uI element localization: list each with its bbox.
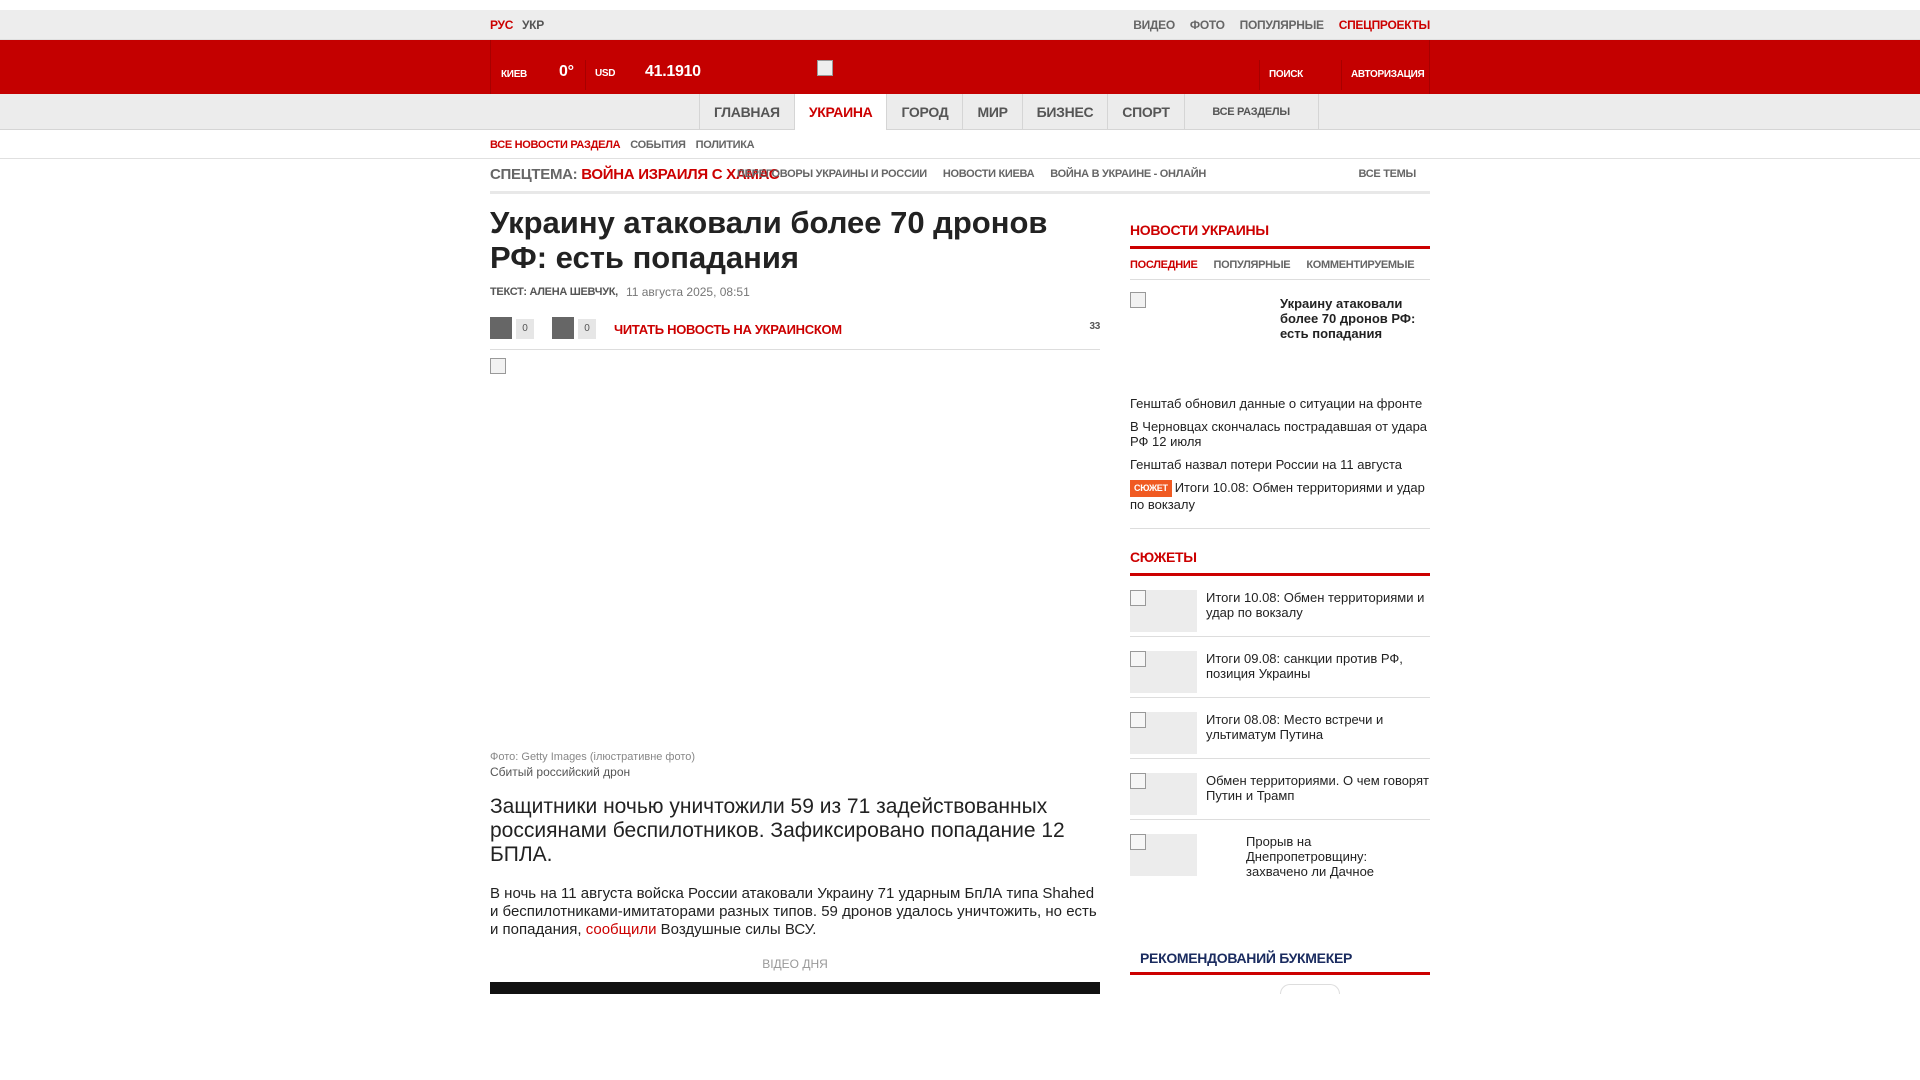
main-nav bbox=[0, 94, 1920, 130]
sidebar bbox=[1130, 222, 1430, 881]
source-link[interactable]: сообщили bbox=[585, 921, 657, 938]
top-bar bbox=[0, 10, 1920, 40]
currency-rate: 41.1910 bbox=[645, 63, 701, 80]
subnav-all-news[interactable]: ВСЕ НОВОСТИ РАЗДЕЛА bbox=[490, 139, 621, 151]
broken-image-icon bbox=[1130, 712, 1146, 728]
bookmaker-title: РЕКОМЕНДОВАНИЙ БУКМЕКЕР bbox=[1140, 950, 1353, 966]
paragraph-text: В ночь на 11 августа войска России атаковали Украину 71 ударным БпЛА типа Shahed и беспилотниками-имитаторами разных типов. 59 дронов удалось уничтожить, но есть и попадания, bbox=[490, 885, 1097, 938]
temperature: 0° bbox=[559, 63, 574, 80]
featured-news-title[interactable]: Украину атаковали более 70 дронов РФ: есть попадания bbox=[1280, 296, 1416, 341]
header-divider bbox=[1259, 60, 1260, 90]
topic-tags bbox=[737, 168, 1206, 180]
article-photo bbox=[490, 358, 1100, 743]
news-item[interactable]: Генштаб обновил данные о ситуации на фронте bbox=[1130, 396, 1423, 411]
popular-link[interactable]: ПОПУЛЯРНЫЕ bbox=[1239, 18, 1324, 32]
stories-title[interactable]: СЮЖЕТЫ bbox=[1130, 549, 1430, 576]
site-logo[interactable] bbox=[817, 60, 833, 76]
top-links bbox=[1133, 18, 1430, 32]
story-title[interactable]: Обмен территориями. О чем говорят Путин и Трамп bbox=[1206, 773, 1430, 803]
header-divider bbox=[1341, 60, 1342, 90]
story-badge: СЮЖЕТ bbox=[1130, 480, 1172, 497]
nav-city[interactable]: ГОРОД bbox=[887, 94, 963, 130]
article-title: Украину атаковали более 70 дронов РФ: есть попадания bbox=[490, 205, 1048, 275]
story-item[interactable] bbox=[1130, 698, 1430, 759]
byline bbox=[490, 285, 1100, 299]
tab-latest[interactable]: ПОСЛЕДНИЕ bbox=[1130, 259, 1198, 271]
lang-ua-link[interactable]: УКР bbox=[522, 18, 544, 32]
photo-link[interactable]: ФОТО bbox=[1189, 18, 1225, 32]
search-button[interactable]: ПОИСК bbox=[1269, 69, 1303, 80]
special-topic-label: СПЕЦТЕМА: bbox=[490, 166, 578, 183]
special-topic-bar bbox=[490, 160, 1430, 194]
publish-date: 11 августа 2025, 08:51 bbox=[625, 285, 750, 299]
sub-nav-items bbox=[490, 139, 754, 151]
story-title[interactable]: Итоги 08.08: Место встречи и ультиматум Путина bbox=[1206, 712, 1384, 742]
article bbox=[490, 205, 1100, 971]
city-label[interactable]: КИЕВ bbox=[501, 69, 527, 80]
bookmaker-button[interactable] bbox=[1280, 984, 1340, 994]
share-bar bbox=[490, 317, 1100, 350]
header-bar bbox=[0, 40, 1920, 94]
broken-image-icon bbox=[1130, 590, 1146, 606]
broken-image-icon bbox=[490, 358, 506, 374]
subnav-events[interactable]: СОБЫТИЯ bbox=[630, 139, 686, 151]
news-item-text: Итоги 10.08: Обмен территориями и удар по вокзалу bbox=[1130, 480, 1425, 512]
nav-home[interactable]: ГЛАВНАЯ bbox=[699, 94, 795, 130]
all-topics-link[interactable]: ВСЕ ТЕМЫ bbox=[1358, 168, 1416, 180]
story-thumbnail bbox=[1130, 590, 1197, 632]
story-thumbnail bbox=[1130, 651, 1197, 693]
story-title[interactable]: Итоги 10.08: Обмен территориями и удар по вокзалу bbox=[1206, 590, 1425, 620]
broken-image-icon bbox=[1130, 773, 1146, 789]
video-player[interactable] bbox=[490, 982, 1100, 994]
special-projects-link[interactable]: СПЕЦПРОЕКТЫ bbox=[1338, 18, 1430, 32]
top-bar-inner bbox=[490, 10, 1430, 40]
header-divider bbox=[585, 60, 586, 90]
nav-sport[interactable]: СПОРТ bbox=[1108, 94, 1184, 130]
divider bbox=[1130, 528, 1430, 529]
photo-caption: Сбитый российский дрон bbox=[490, 765, 631, 779]
lang-ru-link[interactable]: РУС bbox=[490, 18, 514, 32]
story-item[interactable] bbox=[1130, 637, 1430, 698]
main-nav-items bbox=[699, 94, 1319, 130]
special-topic-link[interactable]: ВОЙНА ИЗРАИЛЯ С ХАМАС bbox=[581, 166, 780, 183]
broken-image-icon bbox=[1130, 292, 1146, 308]
broken-image-icon bbox=[1130, 651, 1146, 667]
auth-button[interactable]: АВТОРИЗАЦИЯ bbox=[1351, 69, 1425, 80]
article-paragraph bbox=[490, 885, 1100, 939]
story-thumbnail bbox=[1130, 773, 1197, 815]
currency-label: USD bbox=[595, 68, 616, 79]
share-facebook-icon[interactable] bbox=[490, 317, 512, 339]
story-item[interactable] bbox=[1130, 576, 1430, 637]
sub-nav bbox=[0, 131, 1920, 159]
story-item[interactable] bbox=[1130, 759, 1430, 820]
nav-ukraine[interactable]: УКРАИНА bbox=[795, 94, 888, 130]
story-title[interactable]: Итоги 09.08: санкции против РФ, позиция Украины bbox=[1206, 651, 1403, 681]
featured-news[interactable] bbox=[1130, 292, 1430, 392]
video-of-day-label: ВІДЕО ДНЯ bbox=[762, 957, 828, 971]
nav-all-sections[interactable]: ВСЕ РАЗДЕЛЫ bbox=[1185, 94, 1319, 130]
news-item[interactable]: В Черновцах скончалась пострадавшая от удара РФ 12 июля bbox=[1130, 419, 1428, 449]
news-tabs bbox=[1130, 259, 1430, 280]
read-in-ukrainian-link[interactable]: ЧИТАТЬ НОВОСТЬ НА УКРАИНСКОМ bbox=[614, 322, 842, 337]
tab-popular[interactable]: ПОПУЛЯРНЫЕ bbox=[1213, 259, 1291, 271]
story-title[interactable]: Прорыв на Днепропетровщину: захвачено ли Дачное bbox=[1246, 834, 1375, 879]
news-list bbox=[1130, 396, 1430, 512]
nav-business[interactable]: БИЗНЕС bbox=[1023, 94, 1109, 130]
article-lead: Защитники ночью уничтожили 59 из 71 задействованных россиянами беспилотников. Зафиксировано попадание 12 БПЛА. bbox=[490, 795, 1065, 866]
story-thumbnail bbox=[1130, 712, 1197, 754]
share-telegram-icon[interactable] bbox=[552, 317, 574, 339]
nav-world[interactable]: МИР bbox=[963, 94, 1022, 130]
ukraine-news-title[interactable]: НОВОСТИ УКРАИНЫ bbox=[1130, 222, 1430, 249]
story-thumbnail bbox=[1130, 834, 1197, 876]
video-link[interactable]: ВИДЕО bbox=[1133, 18, 1175, 32]
broken-image-icon bbox=[1130, 834, 1146, 850]
story-item[interactable] bbox=[1130, 820, 1430, 881]
author[interactable]: ТЕКСТ: АЛЕНА ШЕВЧУК, bbox=[490, 286, 618, 298]
tab-commented[interactable]: КОММЕНТИРУЕМЫЕ bbox=[1306, 259, 1415, 271]
bookmaker-block bbox=[1130, 950, 1430, 975]
topic-tag[interactable]: НОВОСТИ КИЕВА bbox=[942, 168, 1035, 180]
news-item[interactable]: Генштаб назвал потери России на 11 августа bbox=[1130, 457, 1403, 472]
subnav-politics[interactable]: ПОЛИТИКА bbox=[695, 139, 755, 151]
photo-credit: Фото: Getty Images (ілюстративне фото) bbox=[490, 751, 696, 763]
comments-count[interactable]: 33 bbox=[1089, 321, 1100, 332]
special-topic bbox=[490, 166, 779, 183]
header-inner bbox=[490, 40, 1430, 94]
topic-tag[interactable]: ВОЙНА В УКРАИНЕ - ОНЛАЙН bbox=[1050, 168, 1207, 180]
share-count: 0 bbox=[578, 319, 596, 339]
topic-tag[interactable]: ПЕРЕГОВОРЫ УКРАИНЫ И РОССИИ bbox=[737, 168, 927, 180]
paragraph-text: Воздушные силы ВСУ. bbox=[656, 921, 817, 938]
news-item[interactable] bbox=[1130, 480, 1430, 512]
share-count: 0 bbox=[516, 319, 534, 339]
